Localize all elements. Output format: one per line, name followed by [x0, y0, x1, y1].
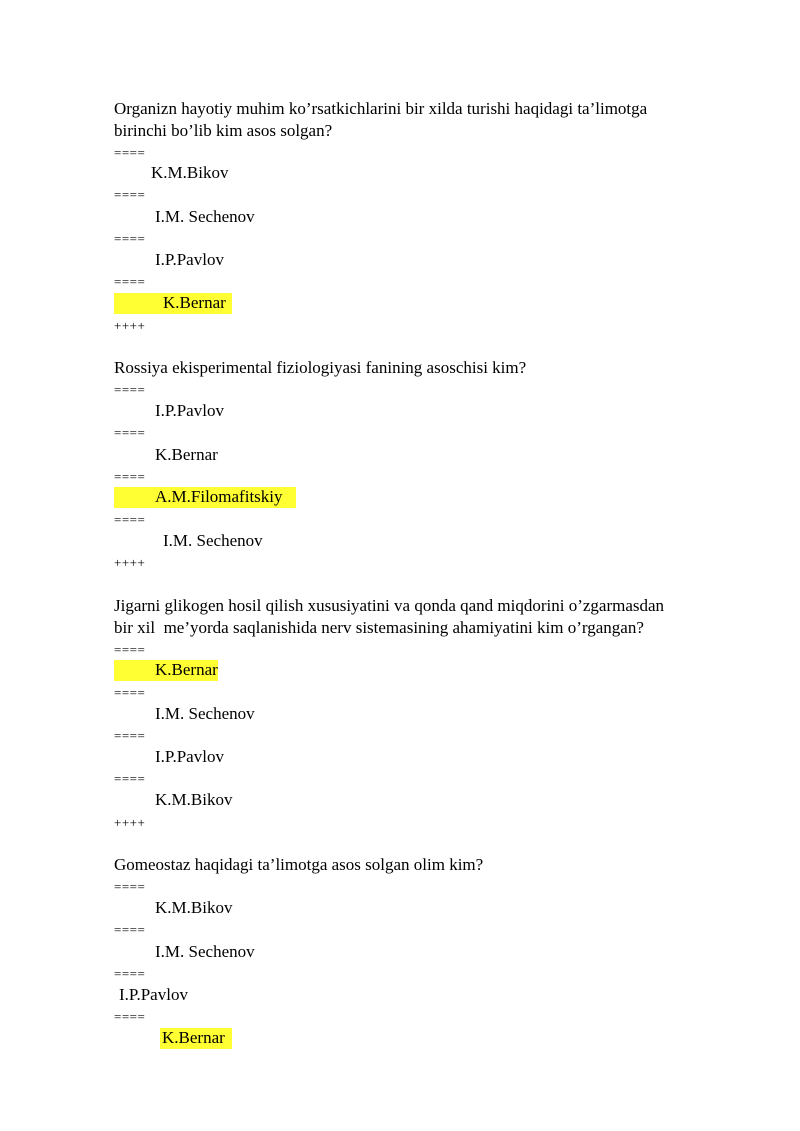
option-separator: ====: [114, 966, 146, 981]
option-separator: ====: [114, 274, 146, 289]
option-separator: ====: [114, 469, 146, 484]
option-separator: ====: [114, 512, 146, 527]
question-1-option-4-correct: K.Bernar: [163, 293, 226, 312]
option-separator: ====: [114, 685, 146, 700]
option-separator: ====: [114, 879, 146, 894]
question-1-option-1: K.M.Bikov: [151, 163, 229, 182]
option-separator: ====: [114, 728, 146, 743]
option-separator: ====: [114, 231, 146, 246]
question-2-option-1: I.P.Pavlov: [155, 401, 224, 420]
option-separator: ====: [114, 771, 146, 786]
question-2-option-3-correct: A.M.Filomafitskiy: [155, 487, 283, 506]
question-4-option-1: K.M.Bikov: [155, 898, 233, 917]
option-unhighlighted-part: r: [212, 660, 218, 679]
question-3-text-line-1: Jigarni glikogen hosil qilish xususiyatini va qonda qand miqdorini o’zgarmasdan: [114, 596, 665, 615]
question-3-text-line-2: bir xil me’yorda saqlanishida nerv sistemasining ahamiyatini kim o’rgangan?: [114, 618, 644, 637]
question-4-option-2: I.M. Sechenov: [155, 942, 255, 961]
question-3-option-3: I.P.Pavlov: [155, 747, 224, 766]
option-separator: ====: [114, 425, 146, 440]
option-separator: ====: [114, 145, 146, 160]
option-highlighted-part: K.Berna: [155, 660, 213, 679]
option-separator: ====: [114, 187, 146, 202]
option-separator: ====: [114, 1009, 146, 1024]
question-end-marker: ++++: [114, 815, 146, 830]
question-2-text-line-1: Rossiya ekisperimental fiziologiyasi fanining asoschisi kim?: [114, 358, 527, 377]
question-1-option-2: I.M. Sechenov: [155, 207, 255, 226]
question-4-option-3: I.P.Pavlov: [119, 985, 188, 1004]
option-separator: ====: [114, 642, 146, 657]
question-1-option-3: I.P.Pavlov: [155, 250, 224, 269]
question-4-text-line-1: Gomeostaz haqidagi ta’limotga asos solgan olim kim?: [114, 855, 484, 874]
question-4-option-4-correct: K.Bernar: [162, 1028, 225, 1047]
option-separator: ====: [114, 382, 146, 397]
question-end-marker: ++++: [114, 555, 146, 570]
question-end-marker: ++++: [114, 318, 146, 333]
question-1-text-line-2: birinchi bo’lib kim asos solgan?: [114, 121, 333, 140]
question-2-option-4: I.M. Sechenov: [163, 531, 263, 550]
question-2-option-2: K.Bernar: [155, 445, 218, 464]
question-1-text-line-1: Organizn hayotiy muhim ko’rsatkichlarini bir xilda turishi haqidagi ta’limotga: [114, 99, 648, 118]
question-3-option-1-correct: [155, 660, 218, 680]
question-3-option-2: I.M. Sechenov: [155, 704, 255, 723]
option-separator: ====: [114, 922, 146, 937]
question-3-option-4: K.M.Bikov: [155, 790, 233, 809]
